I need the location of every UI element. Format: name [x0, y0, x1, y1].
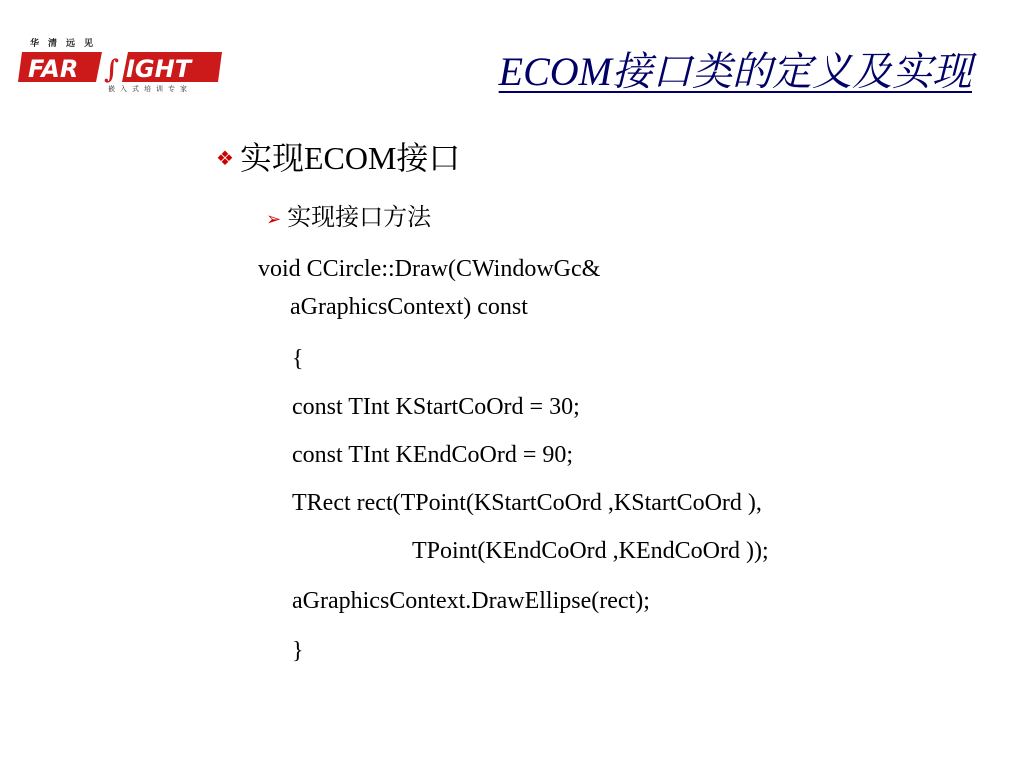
- code-line: aGraphicsContext.DrawEllipse(rect);: [292, 588, 650, 614]
- arrow-bullet-icon: ➢: [266, 209, 282, 229]
- company-logo: [18, 36, 230, 96]
- logo-slogan: 嵌入式培训专家: [108, 85, 192, 93]
- code-line: }: [292, 638, 304, 664]
- svg-text:∫: ∫: [104, 55, 120, 84]
- slide-title: ECOM接口类的定义及实现: [498, 49, 972, 94]
- bullet-level2: [266, 198, 431, 239]
- code-line: aGraphicsContext) const: [290, 294, 528, 320]
- code-line: const TInt KStartCoOrd = 30;: [292, 394, 580, 420]
- code-line: TRect rect(TPoint(KStartCoOrd ,KStartCoOrd ),: [292, 490, 762, 516]
- bullet-level1-text: 实现ECOM接口: [239, 140, 461, 176]
- logo-wordmark: [18, 50, 226, 84]
- svg-text:FAR: FAR: [28, 55, 79, 83]
- bullet-level2-text: 实现接口方法: [287, 205, 432, 231]
- code-line: TPoint(KEndCoOrd ,KEndCoOrd ));: [412, 538, 769, 564]
- bullet-level1: [216, 136, 460, 181]
- svg-text:IGHT: IGHT: [126, 55, 192, 83]
- code-line: {: [292, 346, 304, 372]
- diamond-bullet-icon: ❖: [216, 148, 234, 170]
- code-line: const TInt KEndCoOrd = 90;: [292, 442, 574, 468]
- code-line: void CCircle::Draw(CWindowGc&: [258, 256, 601, 282]
- logo-chinese-name: 华清远见: [30, 39, 103, 49]
